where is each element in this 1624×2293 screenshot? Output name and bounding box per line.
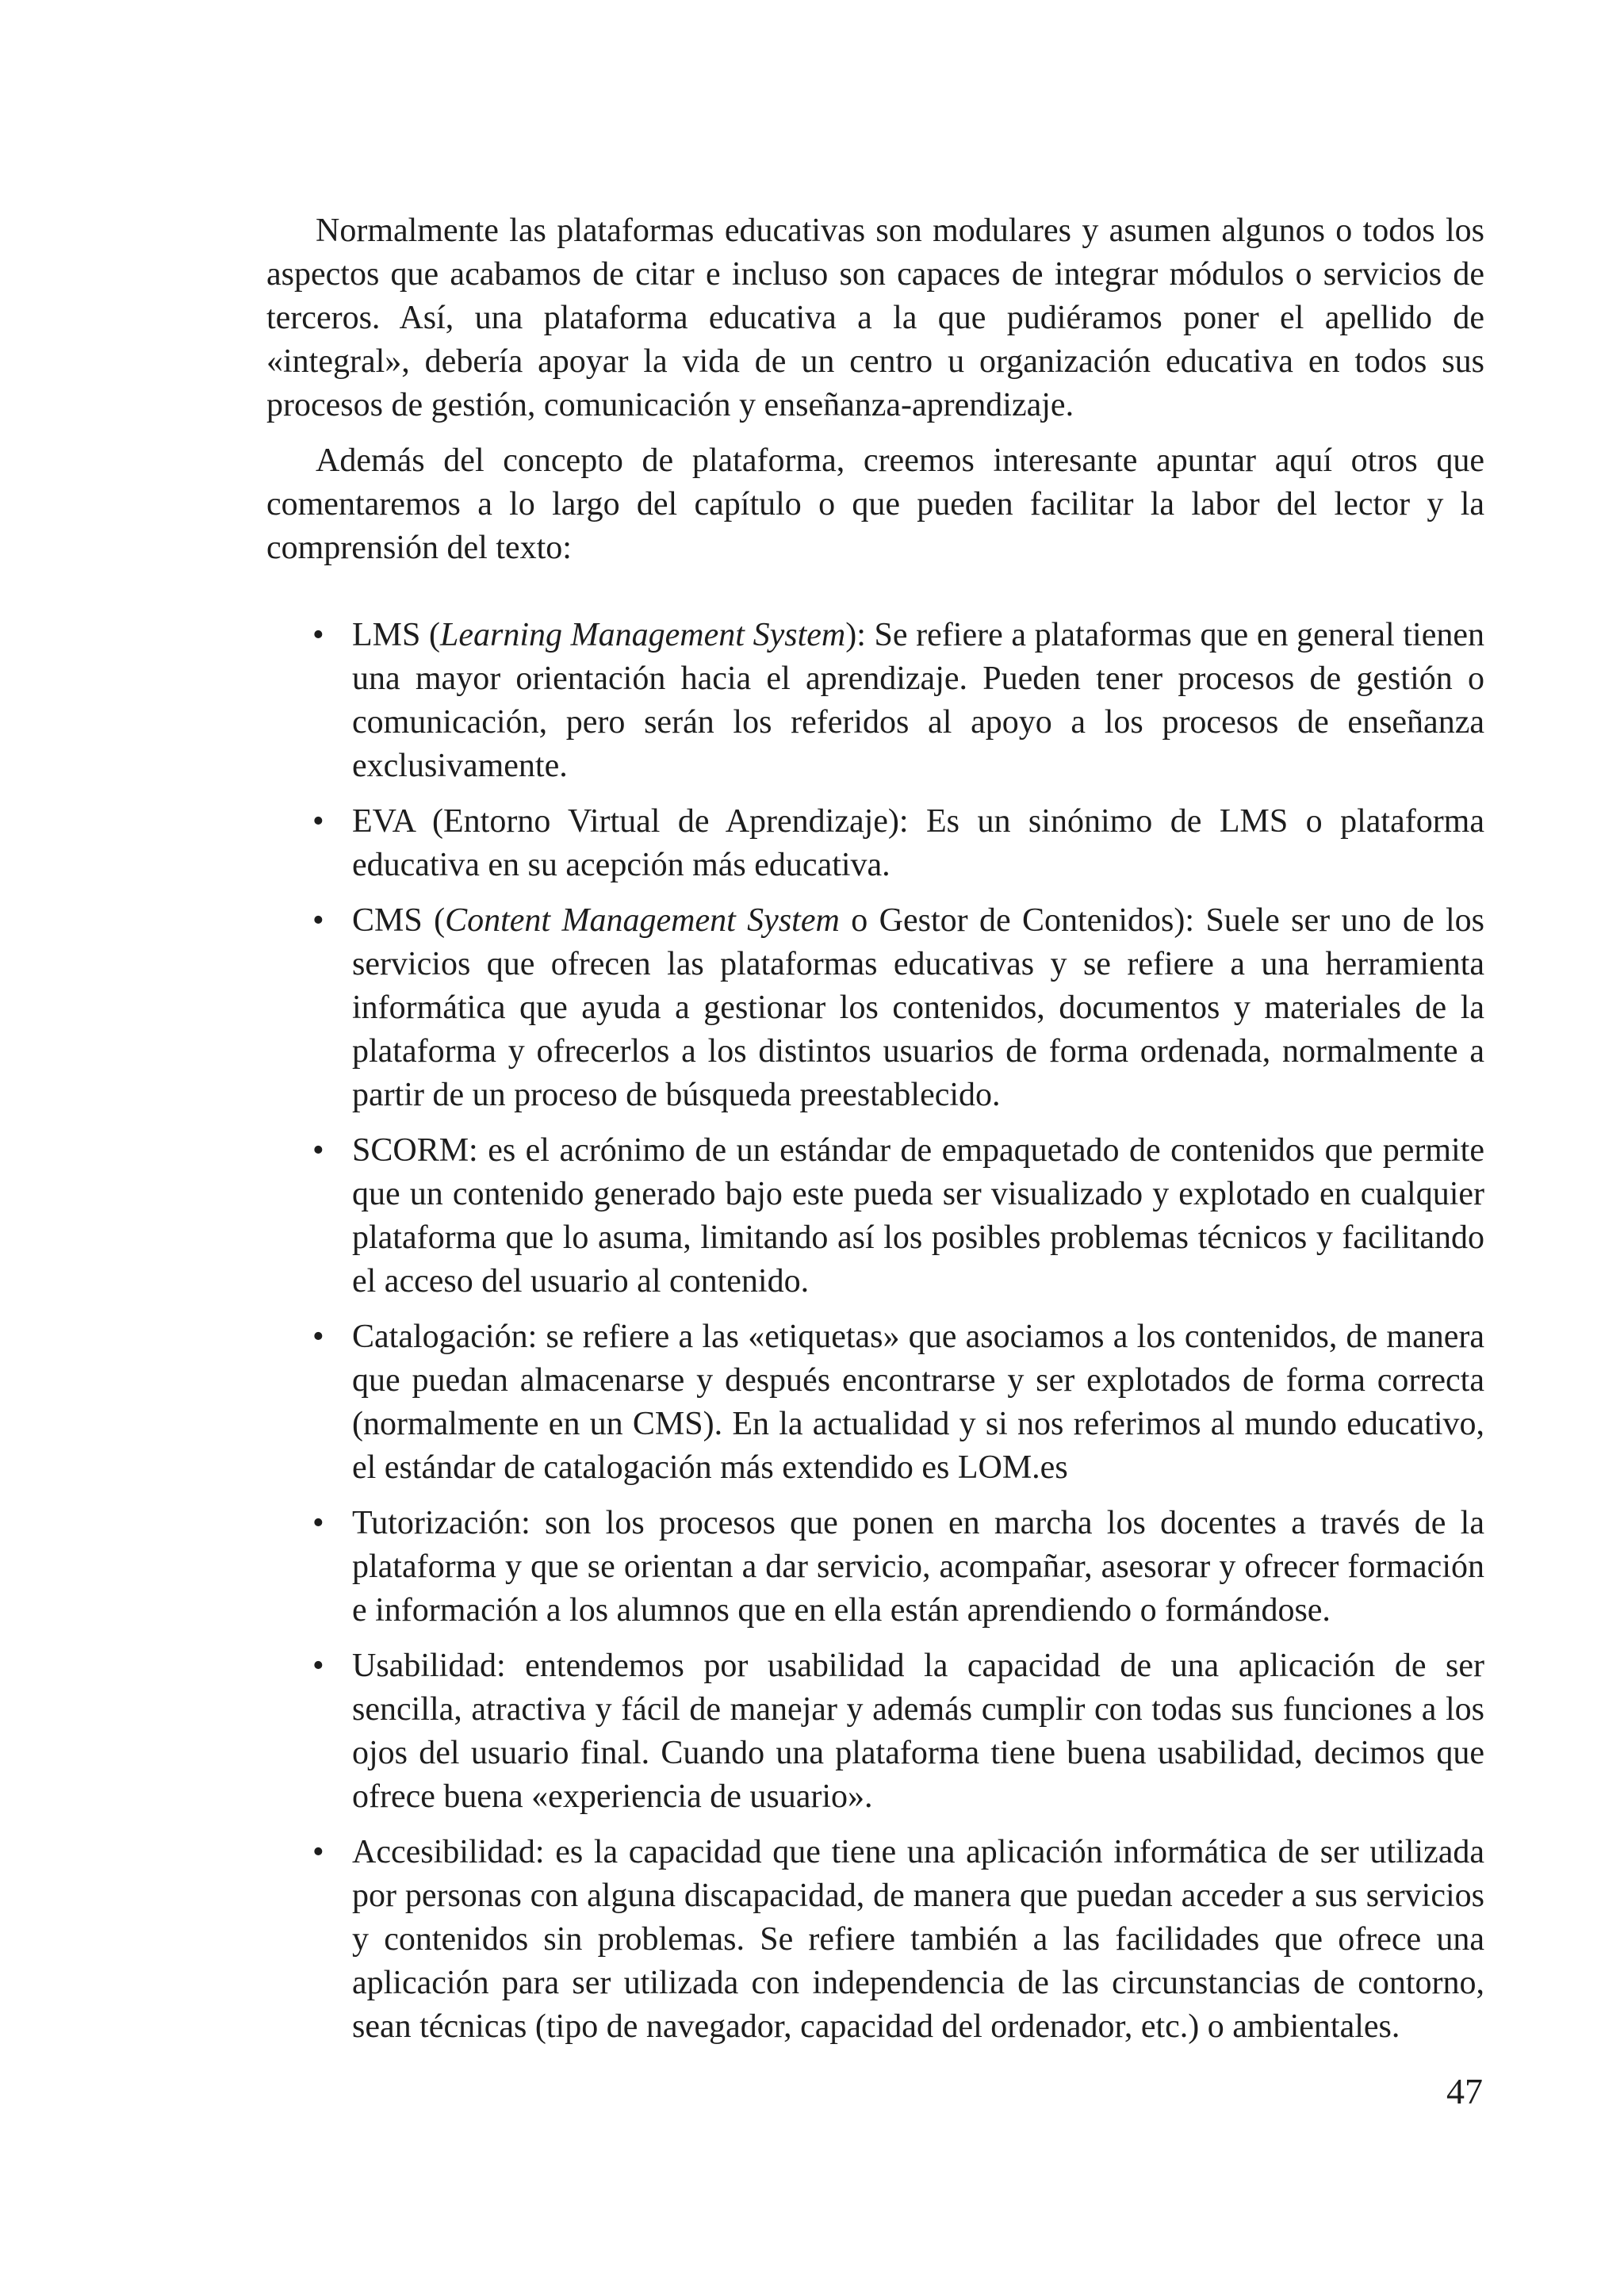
list-item-text <box>352 1502 1484 1633</box>
bullet-icon: • <box>312 1834 324 1870</box>
list-item-tutorizacion <box>266 1502 1484 1633</box>
glossary-list <box>266 614 1484 2049</box>
term-italic: Content Management System <box>445 902 840 939</box>
bullet-icon: • <box>312 803 324 840</box>
list-item-eva <box>266 800 1484 887</box>
list-item-accesibilidad <box>266 1831 1484 2049</box>
list-item-text <box>352 614 1484 788</box>
term-lead: SCORM: es el acrónimo de un estándar de empaquetado de contenidos que permite que un contenido generado bajo este pueda ser visualizado y explotado en cualquier plataforma que lo asuma, limitando así los posibles problemas técnicos y facilitando el acceso del usuario al contenido. <box>352 1132 1484 1300</box>
term-lead: EVA (Entorno Virtual de Aprendizaje): Es un sinónimo de LMS o plataforma educativa en su acepción más educativa. <box>352 803 1484 883</box>
list-item-text <box>352 1644 1484 1819</box>
list-item-usabilidad <box>266 1644 1484 1819</box>
bullet-icon: • <box>312 617 324 653</box>
term-italic: Learning Management System <box>440 617 846 653</box>
term-lead: Accesibilidad: es la capacidad que tiene una aplicación informática de ser utilizada por personas con alguna discapacidad, de manera que puedan acceder a sus servicios y contenidos sin problemas. Se refiere también a las facilidades que ofrece una aplicación para ser utilizada con independencia de las circunstancias de contorno, sean técnicas (tipo de navegador, capacidad del ordenador, etc.) o ambientales. <box>352 1834 1484 2045</box>
list-item-scorm <box>266 1129 1484 1303</box>
term-rest: o Gestor de Contenidos): Suele ser uno de los servicios que ofrecen las plataformas educativas y se refiere a una herramienta informática que ayuda a gestionar los contenidos, documentos y materiales de la plataforma y ofrecerlos a los distintos usuarios de forma ordenada, normalmente a partir de un proceso de búsqueda preestablecido. <box>352 902 1485 1113</box>
term-lead: CMS ( <box>352 902 446 939</box>
bullet-icon: • <box>312 1132 324 1169</box>
term-lead: LMS ( <box>352 617 440 653</box>
list-item-text <box>352 1831 1484 2049</box>
list-item-cms <box>266 899 1484 1117</box>
page-number: 47 <box>1446 2071 1483 2111</box>
list-item-text <box>352 800 1484 887</box>
term-lead: Catalogación: se refiere a las «etiquetas» que asociamos a los contenidos, de manera que puedan almacenarse y después encontrarse y ser explotados de forma correcta (normalmente en un CMS). En la actualidad y si nos referimos al mundo educativo, el estándar de catalogación más extendido es LOM.es <box>352 1319 1484 1486</box>
bullet-icon: • <box>312 1648 324 1684</box>
term-lead: Tutorización: son los procesos que ponen en marcha los docentes a través de la plataforma y que se orientan a dar servicio, acompañar, asesorar y ofrecer formación e información a los alumnos que en ella están aprendiendo o formándose. <box>352 1505 1484 1629</box>
term-rest: ): Se refiere a plataformas que en general tienen una mayor orientación hacia el aprendizaje. Pueden tener procesos de gestión o comunicación, pero serán los referidos al apoyo a los procesos de enseñanza exclusivamente. <box>352 617 1484 784</box>
list-item-text <box>352 1129 1484 1303</box>
bullet-icon: • <box>312 1319 324 1355</box>
term-lead: Usabilidad: entendemos por usabilidad la capacidad de una aplicación de ser sencilla, atractiva y fácil de manejar y además cumplir con todas sus funciones a los ojos del usuario final. Cuando una plataforma tiene buena usabilidad, decimos que ofrece buena «experiencia de usuario». <box>352 1648 1484 1815</box>
paragraph-platforms: Normalmente las plataformas educativas son modulares y asumen algunos o todos los aspectos que acabamos de citar e incluso son capaces de integrar módulos o servicios de terceros. Así, una plataforma educativa a la que pudiéramos poner el apellido de «integral», debería apoyar la vida de un centro u organización educativa en todos sus procesos de gestión, comunicación y enseñanza-aprendizaje. <box>266 212 1484 423</box>
bullet-icon: • <box>312 902 324 939</box>
paragraph-concepts-intro: Además del concepto de plataforma, creemos interesante apuntar aquí otros que comentaremos a lo largo del capítulo o que pueden facilitar la labor del lector y la comprensión del texto: <box>266 442 1484 566</box>
body-text <box>266 209 1484 2049</box>
list-item-catalogacion <box>266 1315 1484 1490</box>
list-item-lms <box>266 614 1484 788</box>
list-item-text <box>352 899 1484 1117</box>
bullet-icon: • <box>312 1505 324 1541</box>
list-item-text <box>352 1315 1484 1490</box>
